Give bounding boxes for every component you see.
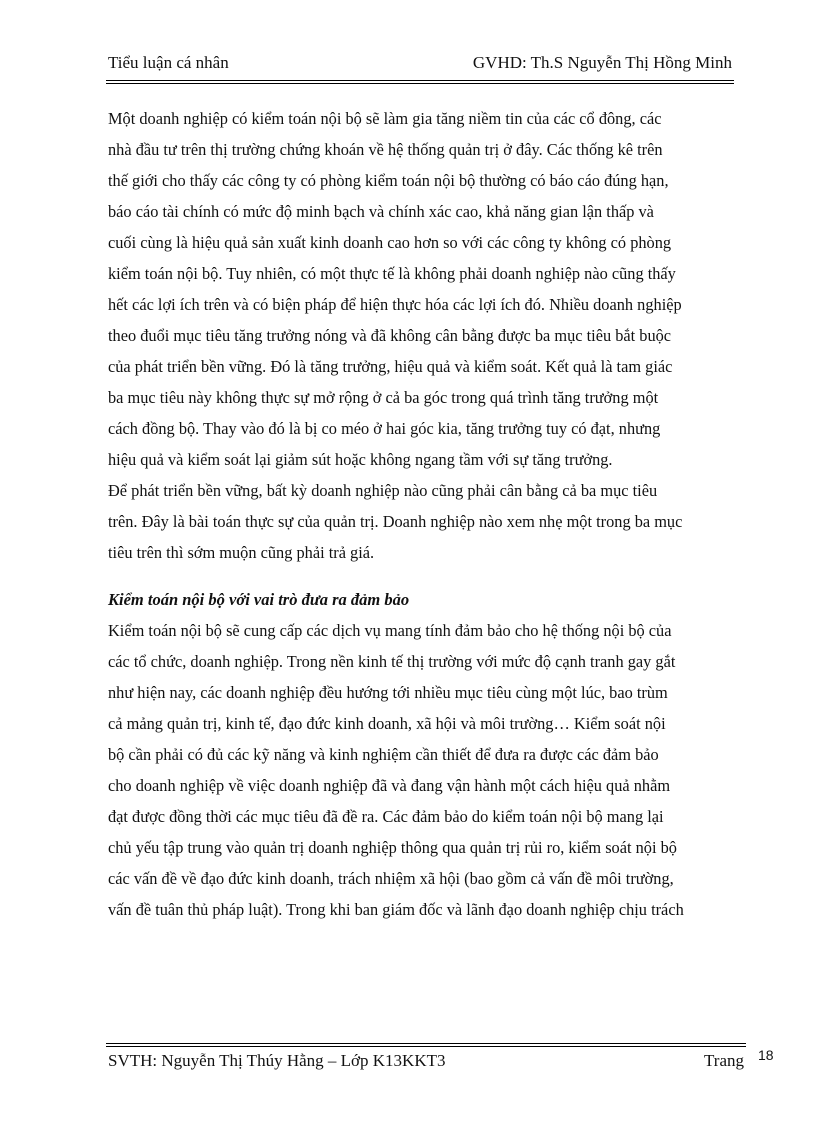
page-number: 18 — [758, 1047, 774, 1063]
text-line: bộ cần phải có đủ các kỹ năng và kinh nghiệm cần thiết để đưa ra được các đảm bảo — [108, 745, 659, 764]
paragraph-3 — [108, 615, 764, 925]
footer-divider — [106, 1043, 746, 1047]
text-line: đạt được đồng thời các mục tiêu đã đề ra. Các đảm bảo do kiểm toán nội bộ mang lại — [108, 807, 664, 826]
text-line: của phát triển bền vững. Đó là tăng trưởng, hiệu quả và kiểm soát. Kết quả là tam giác — [108, 357, 673, 376]
text-line: các tổ chức, doanh nghiệp. Trong nền kinh tế thị trường với mức độ cạnh tranh gay gắt — [108, 652, 676, 671]
text-line: nhà đầu tư trên thị trường chứng khoán về hệ thống quản trị ở đây. Các thống kê trên — [108, 140, 663, 159]
text-line: hết các lợi ích trên và có biện pháp để hiện thực hóa các lợi ích đó. Nhiều doanh nghiệp — [108, 295, 682, 314]
paragraph-2 — [108, 475, 764, 568]
section-spacer — [108, 568, 764, 584]
text-line: vấn đề tuân thủ pháp luật). Trong khi ban giám đốc và lãnh đạo doanh nghiệp chịu trách — [108, 900, 684, 919]
page-body — [108, 103, 764, 925]
header-advisor: GVHD: Th.S Nguyễn Thị Hồng Minh — [472, 53, 732, 72]
text-line: Một doanh nghiệp có kiểm toán nội bộ sẽ làm gia tăng niềm tin của các cổ đông, các — [108, 109, 662, 128]
text-line: theo đuổi mục tiêu tăng trưởng nóng và đã không cân bằng được ba mục tiêu bắt buộc — [108, 326, 672, 345]
text-line: hiệu quả và kiểm soát lại giảm sút hoặc không ngang tầm với sự tăng trưởng. — [108, 450, 613, 469]
footer-page-label: Trang — [704, 1051, 744, 1070]
text-line: kiểm toán nội bộ. Tuy nhiên, có một thực tế là không phải doanh nghiệp nào cũng thấy — [108, 264, 676, 283]
text-line: thế giới cho thấy các công ty có phòng kiểm toán nội bộ thường có báo cáo đúng hạn, — [108, 171, 669, 190]
text-line: như hiện nay, các doanh nghiệp đều hướng tới nhiều mục tiêu cùng một lúc, bao trùm — [108, 683, 668, 702]
text-line: trên. Đây là bài toán thực sự của quản trị. Doanh nghiệp nào xem nhẹ một trong ba mục — [108, 512, 683, 531]
text-line: cho doanh nghiệp về việc doanh nghiệp đã và đang vận hành một cách hiệu quả nhằm — [108, 776, 671, 795]
text-line: ba mục tiêu này không thực sự mở rộng ở cả ba góc trong quá trình tăng trưởng một — [108, 388, 659, 407]
text-line: chủ yếu tập trung vào quản trị doanh nghiệp thông qua quản trị rủi ro, kiểm soát nội bộ — [108, 838, 677, 857]
text-line: cả mảng quản trị, kinh tế, đạo đức kinh doanh, xã hội và môi trường… Kiểm soát nội — [108, 714, 666, 733]
text-line: Để phát triển bền vững, bất kỳ doanh nghiệp nào cũng phải cân bằng cả ba mục tiêu — [108, 481, 658, 500]
footer-student-info: SVTH: Nguyễn Thị Thúy Hằng – Lớp K13KKT3 — [108, 1051, 446, 1070]
section-heading: Kiểm toán nội bộ với vai trò đưa ra đảm bảo — [108, 590, 410, 609]
paragraph-1 — [108, 103, 764, 475]
header-course-title: Tiểu luận cá nhân — [108, 53, 229, 72]
header-divider — [106, 80, 734, 84]
text-line: tiêu trên thì sớm muộn cũng phải trả giá. — [108, 543, 375, 562]
text-line: cuối cùng là hiệu quả sản xuất kinh doanh cao hơn so với các công ty không có phòng — [108, 233, 672, 252]
text-line: Kiểm toán nội bộ sẽ cung cấp các dịch vụ mang tính đảm bảo cho hệ thống nội bộ của — [108, 621, 672, 640]
page-header — [108, 52, 732, 74]
text-line: các vấn đề về đạo đức kinh doanh, trách nhiệm xã hội (bao gồm cả vấn đề môi trường, — [108, 869, 674, 888]
text-line: cách đồng bộ. Thay vào đó là bị co méo ở hai góc kia, tăng trưởng tuy có đạt, nhưng — [108, 419, 661, 438]
text-line: báo cáo tài chính có mức độ minh bạch và chính xác cao, khả năng gian lận thấp và — [108, 202, 654, 221]
